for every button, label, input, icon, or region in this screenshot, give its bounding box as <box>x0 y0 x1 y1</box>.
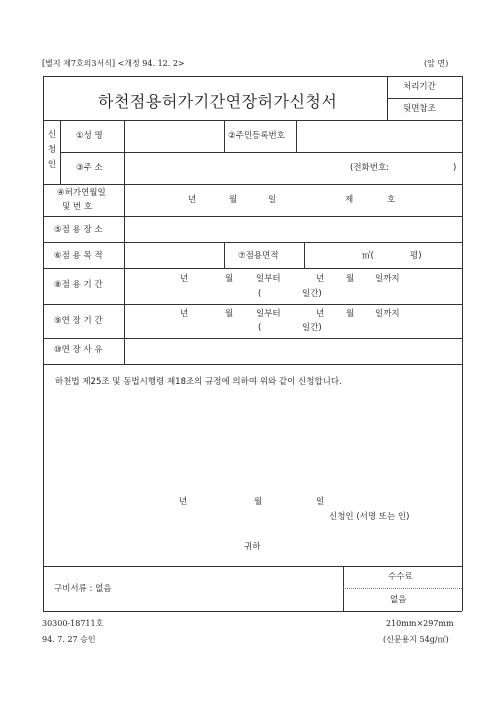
applicant-group-label: 신 청 인 <box>47 130 57 170</box>
extension-reason-label: ⑩연 장 사 유 <box>54 345 103 355</box>
extension-period-field[interactable] <box>125 305 461 337</box>
use-period-open-paren: ( <box>258 289 262 299</box>
approval-date: 94. 7. 27 승인 <box>42 635 96 644</box>
permit-no-suffix: 호 <box>387 195 396 205</box>
use-location-field[interactable] <box>125 217 461 241</box>
application-month-label: 월 <box>254 497 263 507</box>
extension-period-label: ⑨연 장 기 간 <box>54 316 103 326</box>
fee-value: 없음 <box>390 595 407 605</box>
required-documents-label: 구비서류 : 없음 <box>54 584 112 594</box>
ext-period-end-year: 년 <box>316 309 325 319</box>
permit-date-label: ④허가연월일 <box>57 188 106 198</box>
use-period-days: 일간) <box>302 289 322 299</box>
use-area-unit: ㎡( <box>362 251 374 261</box>
use-period-label: ⑧점 용 기 간 <box>54 280 103 290</box>
phone-close-paren: ) <box>453 163 457 173</box>
use-area-field[interactable] <box>305 243 461 267</box>
applicant-signature-line: 신청인 (서명 또는 인) <box>329 512 410 522</box>
form-title: 하천점용허가기간연장허가신청서 <box>98 92 338 111</box>
resident-number-label: ②주민등록번호 <box>228 131 285 141</box>
use-period-start-day: 일부터 <box>256 274 281 284</box>
extension-reason-field[interactable] <box>125 339 461 363</box>
permit-date-number-field[interactable] <box>125 185 461 215</box>
permit-no-prefix: 제 <box>345 195 354 205</box>
use-period-end-year: 년 <box>316 274 325 284</box>
ext-period-open-paren: ( <box>258 323 262 333</box>
paper-type: (신문용지 54g/㎡) <box>383 635 449 644</box>
form-reference: [별지 제7호의3서식] <개정 94. 12. 2> <box>42 59 185 68</box>
use-location-label: ⑤점 용 장 소 <box>54 225 103 235</box>
application-year-label: 년 <box>179 497 188 507</box>
ext-period-days: 일간) <box>302 323 322 333</box>
page-side-label: (앞 면) <box>424 59 449 68</box>
paper-size: 210mm×297mm <box>386 619 454 628</box>
phone-label: (전화번호: <box>350 163 390 173</box>
permit-year-label: 년 <box>188 195 197 205</box>
application-day-label: 일 <box>316 497 325 507</box>
processing-period-label: 처리기간 <box>403 82 436 92</box>
address-field[interactable] <box>125 153 461 183</box>
declaration-text: 하천법 제25조 및 동법시행령 제18조의 규정에 의하여 위와 같이 신청합니다. <box>55 377 342 387</box>
use-period-start-year: 년 <box>180 274 189 284</box>
processing-period-value: 뒷면참조 <box>403 104 436 114</box>
ext-period-start-month: 월 <box>225 309 234 319</box>
use-period-end-day: 일까지 <box>375 274 400 284</box>
ext-period-end-month: 월 <box>346 309 355 319</box>
use-purpose-field[interactable] <box>125 243 223 267</box>
ext-period-start-year: 년 <box>180 309 189 319</box>
permit-month-label: 월 <box>229 195 238 205</box>
address-label: ③주 소 <box>76 163 103 173</box>
resident-number-field[interactable] <box>297 121 461 151</box>
use-area-pyeong: 평) <box>410 251 422 261</box>
use-area-label: ⑦점용면적 <box>238 251 279 261</box>
permit-day-label: 일 <box>268 195 277 205</box>
use-period-start-month: 월 <box>225 274 234 284</box>
use-period-field[interactable] <box>125 269 461 303</box>
form-code: 30300-18711호 <box>42 619 104 628</box>
name-field[interactable] <box>125 121 223 151</box>
addressee-label: 귀하 <box>244 542 261 552</box>
ext-period-start-day: 일부터 <box>256 309 281 319</box>
name-label: ①성 명 <box>76 131 103 141</box>
ext-period-end-day: 일까지 <box>375 309 400 319</box>
permit-number-label: 및 번 호 <box>62 202 93 212</box>
use-purpose-label: ⑥점 용 목 적 <box>54 251 103 261</box>
use-period-end-month: 월 <box>346 274 355 284</box>
fee-label: 수수료 <box>388 572 413 582</box>
